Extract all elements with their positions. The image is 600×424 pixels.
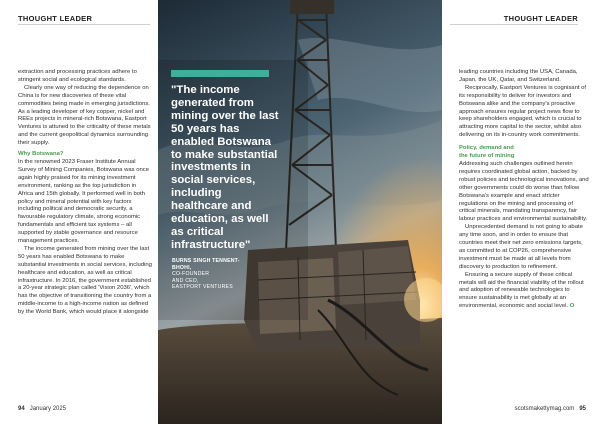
paragraph: Unprecedented demand is not going to abate any time soon, and in order to ensure that countries meet their net zero emissions targets, as committed to at COP26, comprehensive investment must be made at all levels from discovery to production to refinement. — [459, 224, 583, 270]
left-column-text — [18, 69, 152, 317]
paragraph: Ensuring a secure supply of these critical metals will aid the financial viability of the rollout and adoption of renewable technologies to ensure sustainability is met globally at an environmental, economic and social level. O — [459, 271, 584, 310]
section-label-right: THOUGHT LEADER — [503, 14, 578, 23]
subheading-policy-line-2: the future of mining — [459, 153, 515, 160]
attribution-role: CO-FOUNDER — [172, 271, 210, 278]
end-mark: O — [569, 303, 575, 310]
footer-left — [18, 406, 66, 412]
attribution-role: AND CEO, — [172, 277, 199, 284]
attribution-company: EASTPORT VENTURES — [172, 284, 233, 291]
website: scotsmakettymag.com — [514, 406, 575, 412]
attribution-name: BURNS SINGH TENNENT-BHOHI, — [172, 258, 240, 271]
page-number-left: 94 — [18, 406, 25, 412]
paragraph: In the renowned 2023 Fraser Institute Annual Survey of Mining Companies, Botswana was once again highly praised for its mining investment environment, ranking as the top jurisdiction in Africa and 15th globally. It performed well in both policy and mineral potential with key factors including political and democratic security, a favourable regulatory climate, strong economic fundamentals and efficient tax systems – all supported by stable governance and resource management practices. — [18, 158, 149, 245]
right-column-text — [459, 69, 589, 311]
paragraph: Addressing such challenges outlined herein requires coordinated global action, backed by robust policies and technological innovations, and other governments could do worse than follow Botswana's example and enact stricter regulations on the mining and processing of critical minerals, mandating transparency, fair labour practices and environmental sustainability. — [459, 160, 589, 223]
paragraph: leading countries including the USA, Canada, Japan, the UK, Qatar, and Switzerland. — [459, 69, 578, 83]
subheading-why-botswana: Why Botswana? — [18, 151, 64, 158]
paragraph: Clearly one way of reducing the dependence on China is for new discoveries of these vital commodities being made in emerging jurisdictions. As a leading developer of key copper, nickel and REEs projects in mineral-rich Botswana, Eastport Ventures is attuned to the criticality of these metals and the current geopolitical dynamics surrounding their supply. — [18, 84, 151, 147]
pull-quote: "The income generated from mining over the last 50 years has enabled Botswana to make substantial investments in social services, including healthcare and education, as well as critical infrastructure" — [171, 84, 279, 251]
section-label-left: THOUGHT LEADER — [18, 14, 93, 23]
pull-quote-accent-bar — [171, 70, 269, 77]
footer-right — [515, 406, 586, 412]
pull-quote-attribution — [172, 258, 252, 291]
section-divider-left — [18, 24, 150, 25]
subheading-policy: Policy, demand and — [459, 145, 514, 152]
paragraph: extraction and processing practices adhere to stringent social and ecological standards. — [18, 69, 137, 83]
section-divider-right — [450, 24, 578, 25]
paragraph: Reciprocally, Eastport Ventures is cognisant of its responsibility to deliver for investors and Botswana alike and the company's proactive approach ensures regular project news flow to keep shareholders engaged, which is crucial to attracting more capital to the sector, whilst also delivering on its in-country work commitments. — [459, 84, 587, 139]
paragraph: The income generated from mining over the last 50 years has enabled Botswana to make substantial investments in social services, including healthcare and education, as well as critical infrastructure. In 2016, the government established a 20-year strategic plan called 'Vision 2036', which has the objective of transitioning the country from a middle-income to a high-income nation as defined by the World Bank, which would place it alongside — [18, 245, 152, 316]
page-number-right: 95 — [579, 406, 586, 412]
issue-date: January 2025 — [29, 406, 67, 412]
